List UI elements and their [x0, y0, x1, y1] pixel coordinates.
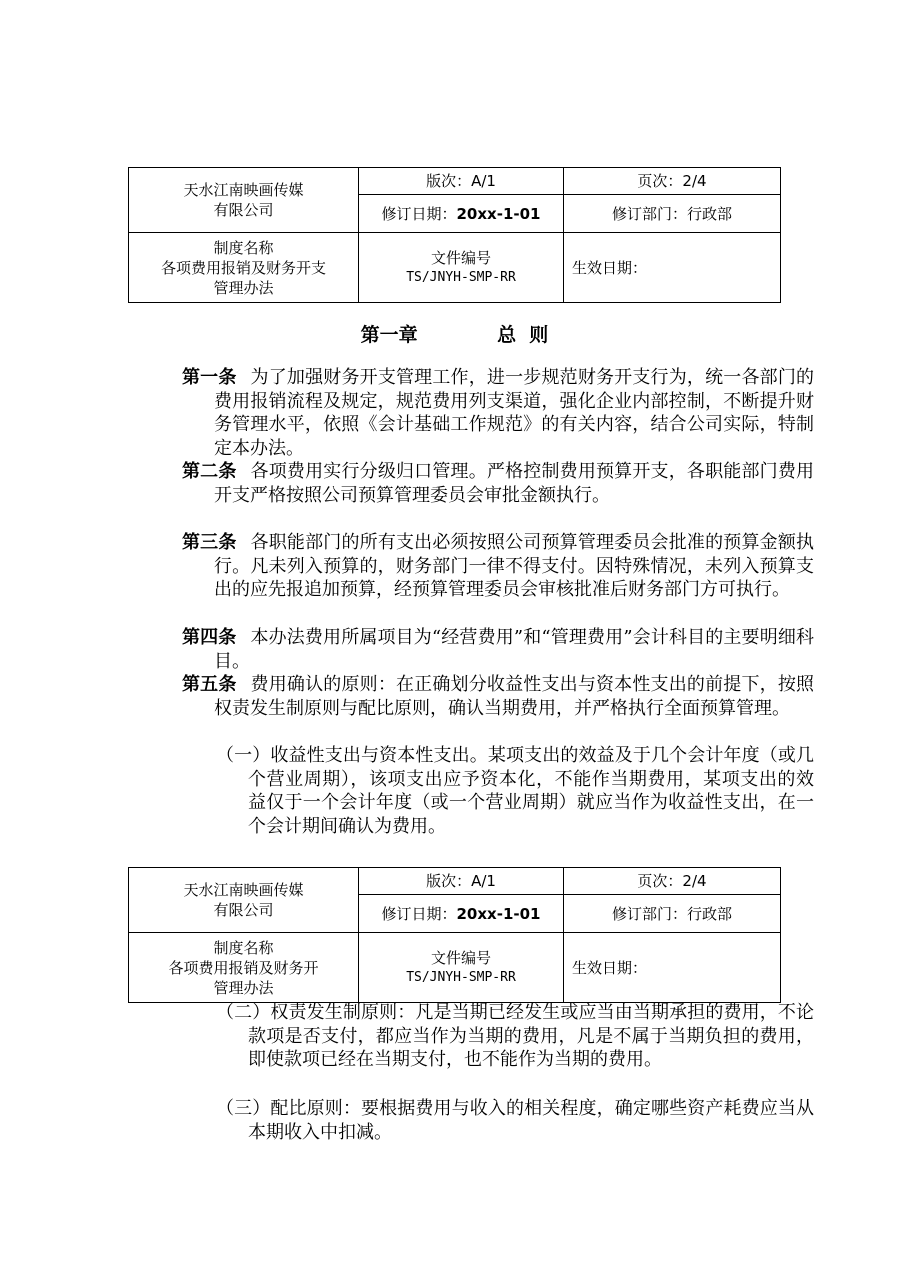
article-text: 各职能部门的所有支出必须按照公司预算管理委员会批准的预算金额执行。凡未列入预算的，财务部门一律不得支付。因特殊情况，未列入预算支出的应先报追加预算，经预算管理委员会审核批准后财务部门方可执行。: [214, 532, 814, 601]
revision-date-value: 20xx-1-01: [456, 904, 541, 923]
company-name: [129, 168, 359, 233]
doc-no-label: 文件编号: [430, 948, 491, 967]
policy-name-cell: [129, 933, 359, 1003]
revision-date-cell: [359, 895, 564, 933]
article-label: 第一条: [182, 367, 237, 388]
revision-date-cell: [359, 195, 564, 233]
article-text: 各项费用实行分级归口管理。严格控制费用预算开支，各职能部门费用开支严格按照公司预算管理委员会审批金额执行。: [214, 461, 814, 506]
effective-date-cell: 生效日期：: [564, 933, 781, 1003]
article-label: 第二条: [182, 461, 237, 482]
article-5: [182, 673, 814, 720]
policy-name-label: 制度名称: [213, 238, 274, 257]
article-4: [182, 626, 814, 673]
article-2: [182, 460, 814, 507]
doc-no-label: 文件编号: [430, 248, 491, 267]
company-name-text: 天水江南映画传媒 有限公司: [183, 881, 304, 919]
version-cell: 版次：A/1: [359, 168, 564, 195]
page-cell: 页次：2/4: [564, 168, 781, 195]
subitem-3: （三）配比原则：要根据费用与收入的相关程度，确定哪些资产耗费应当从本期收入中扣减。: [216, 1098, 814, 1143]
article-label: 第三条: [182, 532, 237, 553]
revision-dept-cell: 修订部门：行政部: [564, 895, 781, 933]
subitem-1: （一）收益性支出与资本性支出。某项支出的效益及于几个会计年度（或几个营业周期），该项支出应予资本化，不能作当期费用，某项支出的效益仅于一个会计年度（或一个营业周期）就应当作为收益性支出，在一个会计期间确认为费用。: [216, 745, 814, 837]
article-text: 为了加强财务开支管理工作，进一步规范财务开支行为，统一各部门的费用报销流程及规定，规范费用列支渠道，强化企业内部控制，不断提升财务管理水平，依照《会计基础工作规范》的有关内容，结合公司实际，特制定本办法。: [214, 367, 814, 459]
header-table-repeat: [128, 867, 781, 1003]
article-label: 第四条: [182, 627, 237, 648]
policy-name-cell: [129, 233, 359, 303]
revision-date-value: 20xx-1-01: [456, 204, 541, 223]
chapter-number: 第一章: [360, 324, 418, 346]
chapter-title: 总 则: [497, 324, 549, 346]
article-text: 本办法费用所属项目为“经营费用”和“管理费用”会计科目的主要明细科目。: [214, 627, 815, 672]
policy-name-value: 各项费用报销及财务开支 管理办法: [160, 258, 326, 297]
policy-name-label: 制度名称: [213, 938, 274, 957]
doc-no-value: TS/JNYH-SMP-RR: [406, 969, 516, 985]
page-cell: 页次：2/4: [564, 868, 781, 895]
article-3: [182, 531, 814, 602]
chapter-heading: [0, 320, 909, 347]
subitem-2: （二）权责发生制原则：凡是当期已经发生或应当由当期承担的费用，不论款项是否支付，都应当作为当期的费用，凡是不属于当期负担的费用，即使款项已经在当期支付，也不能作为当期的费用。: [216, 1002, 814, 1071]
article-1: [182, 366, 814, 460]
doc-no-cell: [359, 933, 564, 1003]
version-cell: 版次：A/1: [359, 868, 564, 895]
company-name-text: 天水江南映画传媒 有限公司: [183, 181, 304, 219]
article-label: 第五条: [182, 674, 237, 695]
revision-dept-cell: 修订部门：行政部: [564, 195, 781, 233]
revision-date-label: 修订日期：: [381, 904, 457, 923]
doc-no-value: TS/JNYH-SMP-RR: [406, 269, 516, 285]
company-name: [129, 868, 359, 933]
article-text: 费用确认的原则：在正确划分收益性支出与资本性支出的前提下，按照权责发生制原则与配比原则，确认当期费用，并严格执行全面预算管理。: [214, 674, 814, 719]
doc-no-cell: [359, 233, 564, 303]
policy-name-value: 各项费用报销及财务开 管理办法: [168, 958, 319, 997]
revision-date-label: 修订日期：: [381, 204, 457, 223]
effective-date-cell: 生效日期：: [564, 233, 781, 303]
header-table: [128, 167, 781, 303]
